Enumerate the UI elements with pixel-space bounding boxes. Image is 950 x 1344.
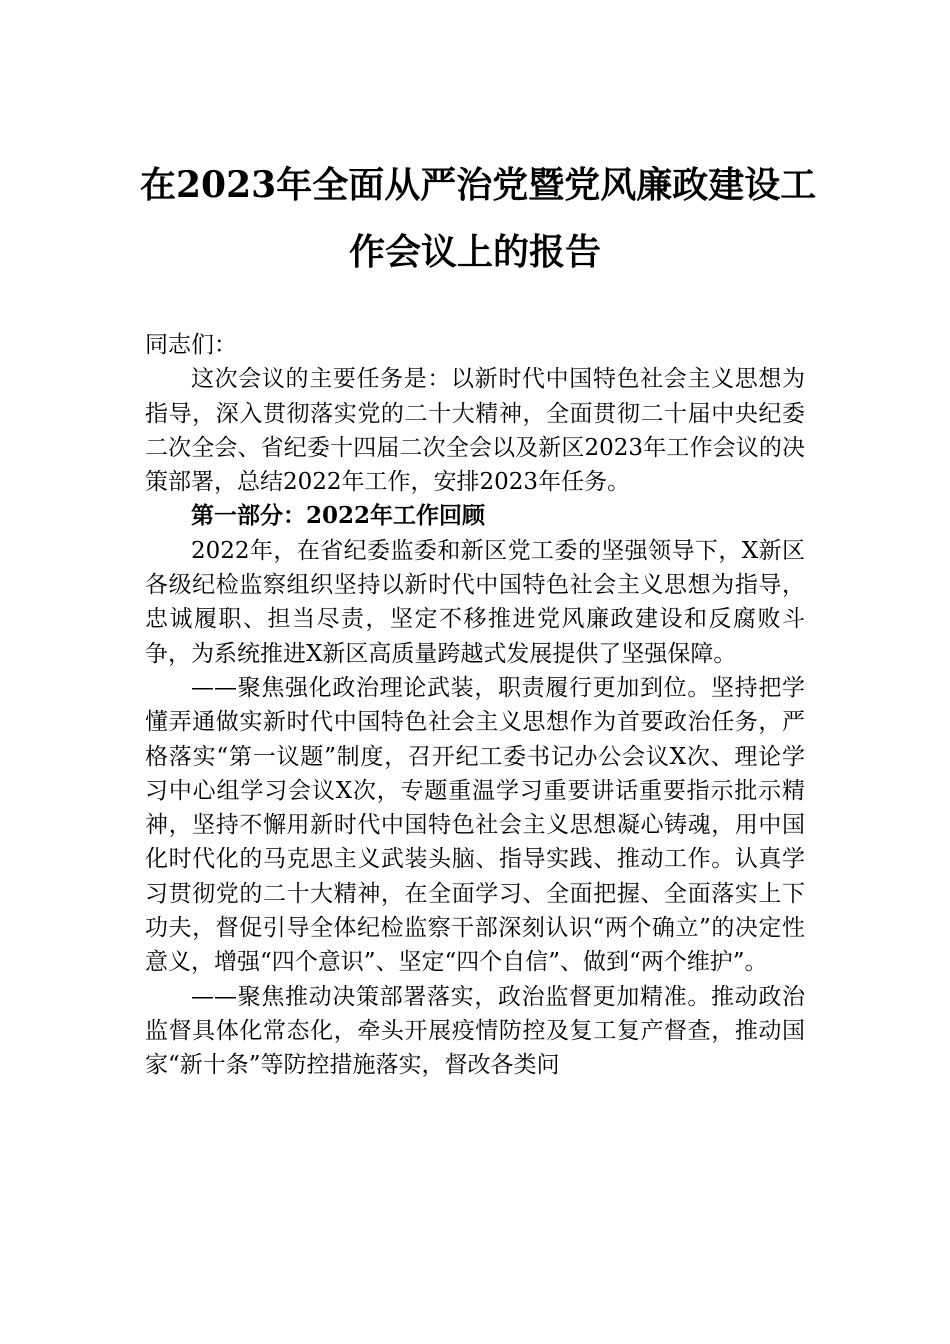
- paragraph-theory-arming: ——聚焦强化政治理论武装，职责履行更加到位。坚持把学懂弄通做实新时代中国特色社会主义思想作为首要政治任务，严格落实“第一议题”制度，召开纪工委书记办公会议X次、理论学习中心组学习会议X次，专题重温学习重要讲话重要指示批示精神，坚持不懈用新时代中国特色社会主义思想凝心铸魂，用中国化时代化的马克思主义武装头脑、指导实践、推动工作。认真学习贯彻党的二十大精神，在全面学习、全面把握、全面落实上下功夫，督促引导全体纪检监察干部深刻认识“两个确立”的决定性意义，增强“四个意识”、坚定“四个自信”、做到“两个维护”。: [145, 674, 805, 976]
- salutation: 同志们：: [145, 332, 237, 358]
- document-title-line-2: 作会议上的报告: [348, 231, 601, 273]
- section-heading: 第一部分：2022年工作回顾: [191, 502, 486, 530]
- document-title-line-1: 在2023年全面从严治党暨党风廉政建设工: [140, 164, 817, 206]
- paragraph-review-summary: 2022年，在省纪委监委和新区党工委的坚强领导下，X新区各级纪检监察组织坚持以新时代中国特色社会主义思想为指导，忠诚履职、担当尽责，坚定不移推进党风廉政建设和反腐败斗争，为系统推进X新区高质量跨越式发展提供了坚强保障。: [145, 537, 805, 667]
- document-body: [145, 328, 805, 1083]
- paragraph-intro: 这次会议的主要任务是：以新时代中国特色社会主义思想为指导，深入贯彻落实党的二十大精神，全面贯彻二十届中央纪委二次全会、省纪委十四届二次全会以及新区2023年工作会议的决策部署，总结2022年工作，安排2023年任务。: [145, 366, 805, 496]
- paragraph-political-supervision: ——聚焦推动决策部署落实，政治监督更加精准。推动政治监督具体化常态化，牵头开展疫情防控及复工复产督查，推动国家“新十条”等防控措施落实，督改各类问: [145, 983, 805, 1079]
